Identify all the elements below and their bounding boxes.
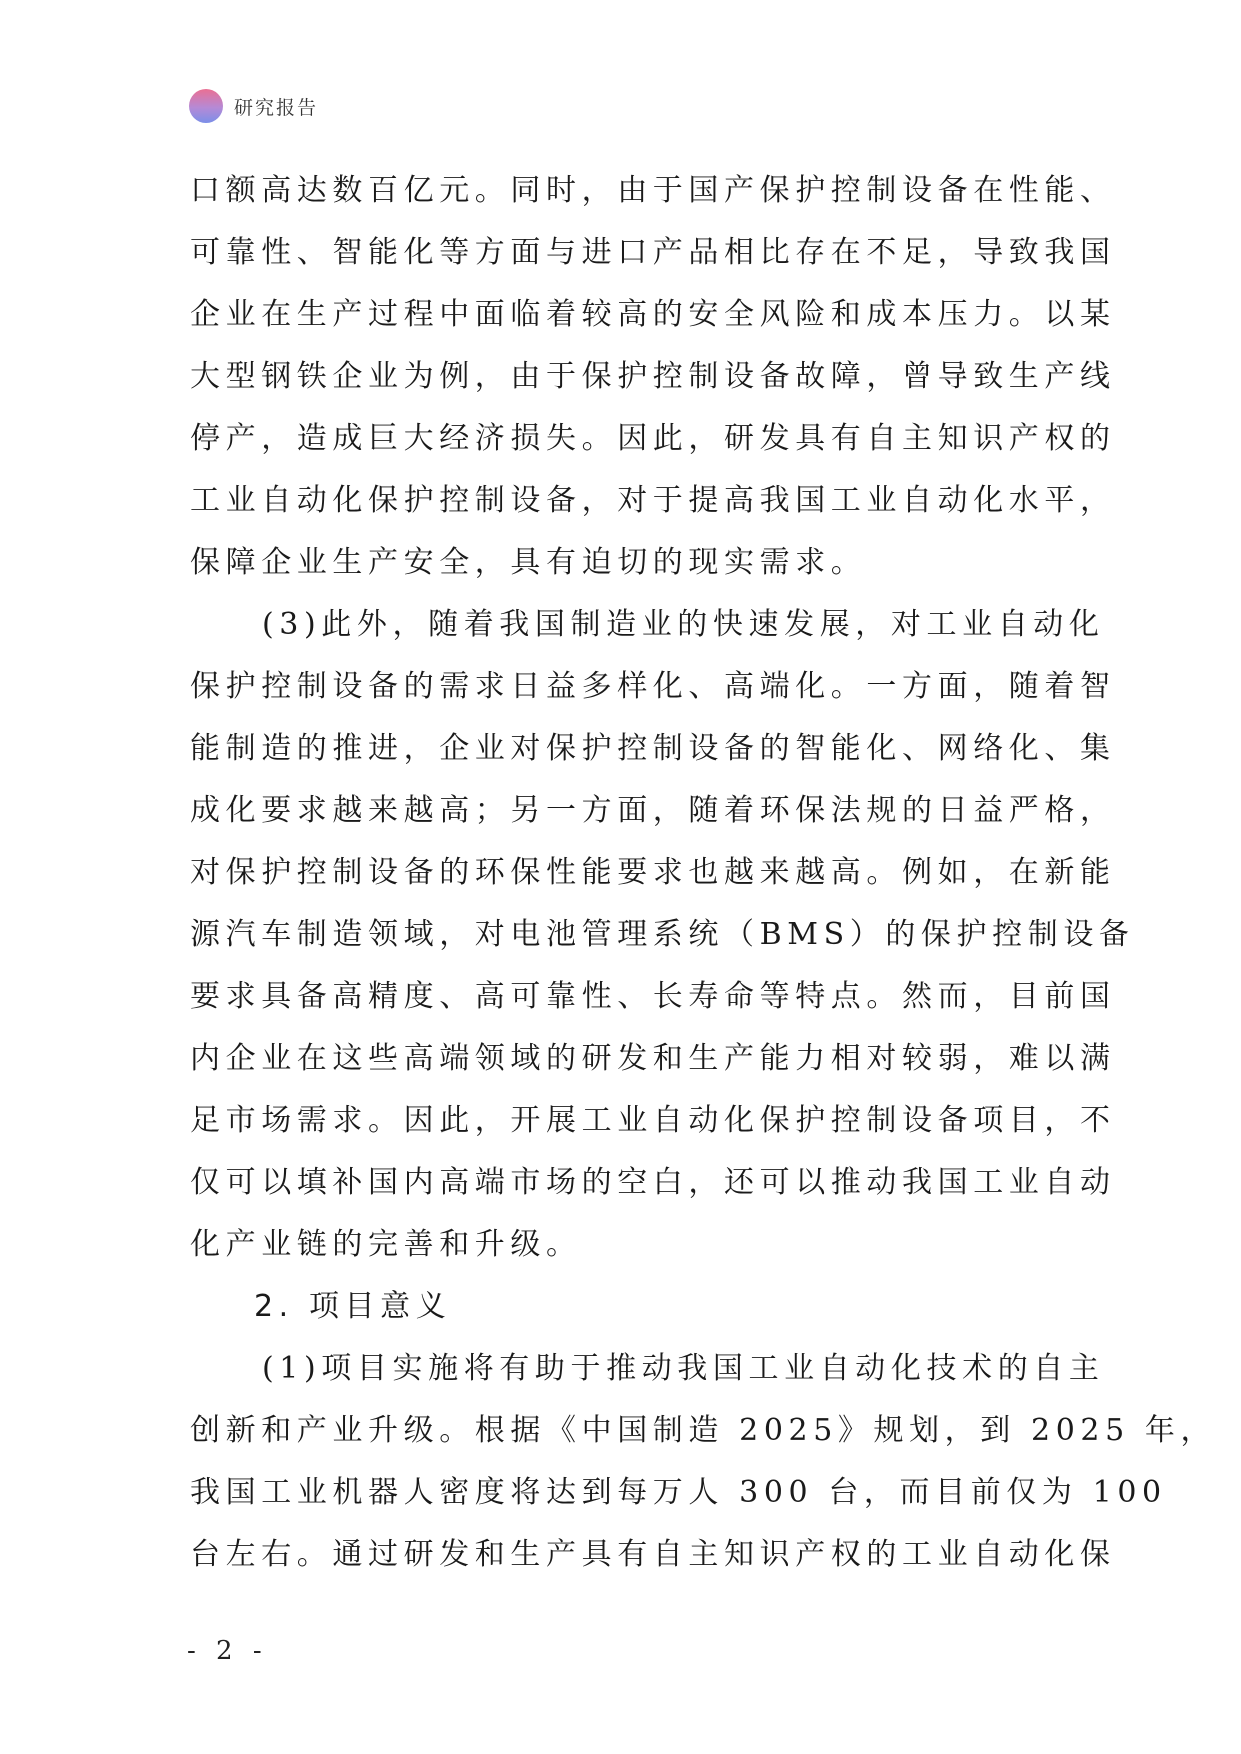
text-line: 企业在生产过程中面临着较高的安全风险和成本压力。以某 xyxy=(190,297,1116,332)
header-title: 研究报告 xyxy=(234,96,319,119)
text-line: 仅可以填补国内高端市场的空白，还可以推动我国工业自动 xyxy=(190,1165,1116,1200)
text-line: (3)此外，随着我国制造业的快速发展，对工业自动化 xyxy=(262,607,1105,642)
text-line: 停产，造成巨大经济损失。因此，研发具有自主知识产权的 xyxy=(190,421,1116,456)
text-line: 工业自动化保护控制设备，对于提高我国工业自动化水平， xyxy=(190,483,1116,518)
page-header xyxy=(189,88,318,124)
text-line: 对保护控制设备的环保性能要求也越来越高。例如，在新能 xyxy=(190,855,1116,890)
text-line: 化产业链的完善和升级。 xyxy=(190,1227,582,1262)
text-line: (1)项目实施将有助于推动我国工业自动化技术的自主 xyxy=(262,1351,1105,1386)
text-line: 成化要求越来越高；另一方面，随着环保法规的日益严格， xyxy=(190,793,1116,828)
text-line: 创新和产业升级。根据《中国制造 2025》规划，到 2025 年， xyxy=(190,1413,1217,1448)
text-line: 能制造的推进，企业对保护控制设备的智能化、网络化、集 xyxy=(190,731,1116,766)
text-line: 可靠性、智能化等方面与进口产品相比存在不足，导致我国 xyxy=(190,235,1116,270)
text-line: 保护控制设备的需求日益多样化、高端化。一方面，随着智 xyxy=(190,669,1116,704)
text-line: 大型钢铁企业为例，由于保护控制设备故障，曾导致生产线 xyxy=(190,359,1116,394)
text-line: 内企业在这些高端领域的研发和生产能力相对较弱，难以满 xyxy=(190,1041,1116,1076)
text-line: 口额高达数百亿元。同时，由于国产保护控制设备在性能、 xyxy=(190,173,1116,208)
text-line: 足市场需求。因此，开展工业自动化保护控制设备项目，不 xyxy=(190,1103,1116,1138)
body-text xyxy=(190,160,1217,1586)
section-heading: 2. 项目意义 xyxy=(254,1289,452,1324)
text-line: 台左右。通过研发和生产具有自主知识产权的工业自动化保 xyxy=(190,1537,1116,1572)
text-line: 要求具备高精度、高可靠性、长寿命等特点。然而，目前国 xyxy=(190,979,1116,1014)
text-line: 我国工业机器人密度将达到每万人 300 台，而目前仅为 100 xyxy=(190,1475,1167,1510)
logo-circle-icon xyxy=(189,89,223,123)
page-number: - 2 - xyxy=(187,1636,268,1666)
text-line: 保障企业生产安全，具有迫切的现实需求。 xyxy=(190,545,867,580)
text-line: 源汽车制造领域，对电池管理系统（BMS）的保护控制设备 xyxy=(190,917,1135,952)
